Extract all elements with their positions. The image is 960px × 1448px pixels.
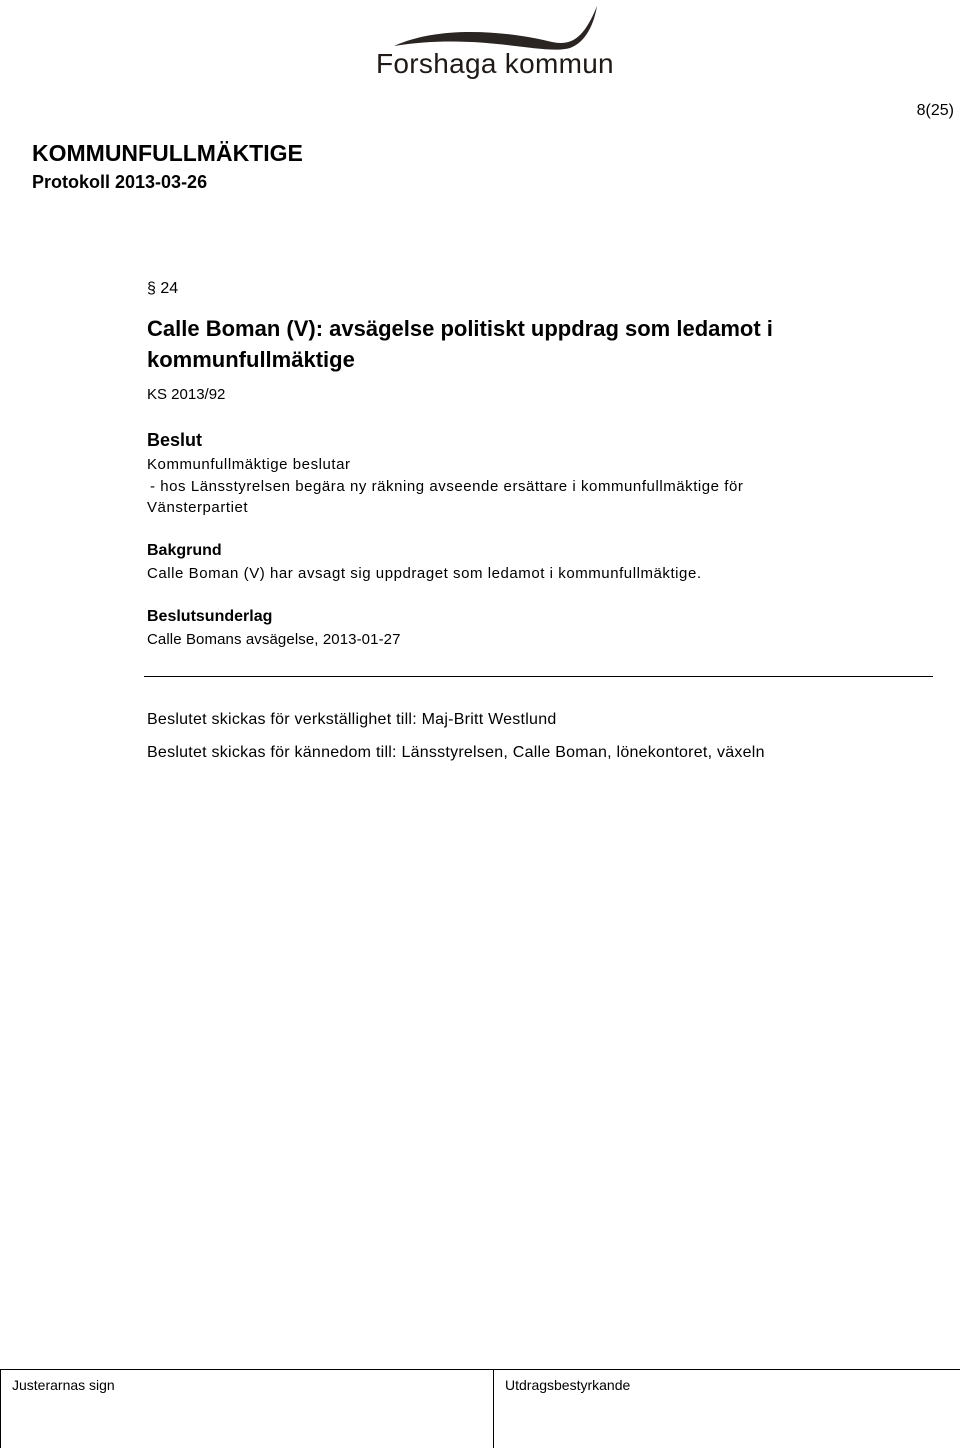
background-text: Calle Boman (V) har avsagt sig uppdraget som ledamot i kommunfullmäktige.: [147, 565, 702, 582]
background-heading: Bakgrund: [147, 542, 222, 559]
decision-line-1: - hos Länsstyrelsen begära ny räkning avseende ersättare i kommunfullmäktige för: [150, 478, 744, 495]
decision-intro: Kommunfullmäktige beslutar: [147, 456, 351, 473]
divider: [144, 676, 933, 677]
logo-swoosh-icon: [372, 2, 622, 52]
case-number: KS 2013/92: [147, 386, 226, 403]
section-sign-icon: §: [147, 280, 156, 297]
certification-label: Utdragsbestyrkande: [505, 1377, 631, 1393]
municipality-logo: [372, 2, 622, 84]
distribution-execution: Beslutet skickas för verkställighet till: Maj-Britt Westlund: [147, 711, 557, 728]
distribution-information: Beslutet skickas för kännedom till: Länsstyrelsen, Calle Boman, lönekontoret, växeln: [147, 744, 765, 761]
item-title: Calle Boman (V): avsägelse politiskt uppdrag som ledamot i kommunfullmäktige: [147, 316, 773, 372]
basis-heading: Beslutsunderlag: [147, 608, 273, 625]
page-number: 8(25): [916, 102, 954, 119]
signatures-label: Justerarnas sign: [12, 1377, 115, 1393]
paragraph-number: [147, 280, 178, 298]
decision-line-2: Vänsterpartiet: [147, 499, 249, 516]
decision-heading: Beslut: [147, 430, 203, 450]
protocol-date: Protokoll 2013-03-26: [32, 172, 208, 192]
paragraph-number-value: 24: [160, 280, 179, 297]
logo-text: Forshaga kommun: [376, 48, 614, 79]
certification-cell: [494, 1370, 960, 1448]
signature-footer: [0, 1369, 960, 1447]
basis-text: Calle Bomans avsägelse, 2013-01-27: [147, 631, 401, 648]
organ-title: KOMMUNFULLMÄKTIGE: [32, 140, 303, 166]
signatures-cell: [0, 1370, 494, 1448]
